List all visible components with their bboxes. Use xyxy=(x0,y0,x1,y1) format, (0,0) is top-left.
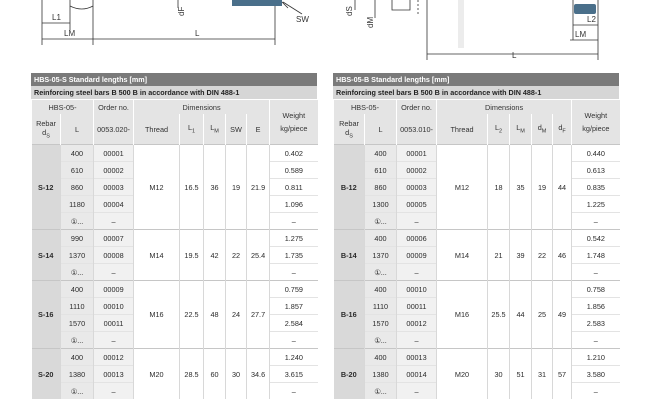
order-number-cell: 00010 xyxy=(397,281,437,298)
length-cell: 1110 xyxy=(365,298,397,315)
thread-cell: M12 xyxy=(437,145,488,230)
length-cell: 400 xyxy=(365,281,397,298)
nut-body xyxy=(232,0,282,6)
dim3-header: $d_M$ xyxy=(532,114,553,145)
table-row xyxy=(32,349,318,366)
label-dm: dM xyxy=(366,16,375,28)
weight-cell: 1.856 xyxy=(572,298,620,315)
bar-section xyxy=(458,0,464,48)
order-number-cell: 00001 xyxy=(94,145,134,162)
order-number-cell: – xyxy=(397,383,437,400)
weight-cell: 1.096 xyxy=(270,196,318,213)
weight-cell: 0.402 xyxy=(270,145,318,162)
dim3-header: SW xyxy=(226,114,247,145)
order-number-cell: 00012 xyxy=(94,349,134,366)
rebar-header: Rebar $d_S$ xyxy=(334,114,365,145)
dimension-cell: 35 xyxy=(510,145,532,230)
order-number-cell: 00003 xyxy=(397,179,437,196)
weight-header: Weight kg/piece xyxy=(572,100,620,145)
table-row xyxy=(32,230,318,247)
length-cell: 860 xyxy=(365,179,397,196)
weight-header: Weight kg/piece xyxy=(270,100,318,145)
order-number-cell: 00014 xyxy=(397,366,437,383)
table-title: HBS-05-B Standard lengths [mm] xyxy=(333,73,619,86)
order-prefix-header: 0053.010- xyxy=(397,114,437,145)
thread-cell: M12 xyxy=(134,145,180,230)
rebar-code-cell: S-12 xyxy=(32,145,61,230)
dimension-cell: 44 xyxy=(510,281,532,349)
dimension-cell: 51 xyxy=(510,349,532,400)
order-number-cell: 00008 xyxy=(94,247,134,264)
length-cell: ①... xyxy=(365,383,397,400)
label-l1: L1 xyxy=(52,13,61,22)
weight-cell: 1.748 xyxy=(572,247,620,264)
order-number-cell: 00002 xyxy=(397,162,437,179)
label-ds: dS xyxy=(345,6,354,16)
order-header: Order no. xyxy=(397,100,437,114)
length-cell: ①... xyxy=(365,332,397,349)
dimension-cell: 19 xyxy=(226,145,247,230)
lengths-table xyxy=(31,100,318,399)
dim2-header: $L_M$ xyxy=(204,114,226,145)
length-cell: 1180 xyxy=(61,196,94,213)
rebar-code-cell: B-16 xyxy=(334,281,365,349)
order-prefix-header: 0053.020- xyxy=(94,114,134,145)
weight-cell: 1.735 xyxy=(270,247,318,264)
weight-cell: 0.440 xyxy=(572,145,620,162)
length-cell: 990 xyxy=(61,230,94,247)
weight-cell: 1.225 xyxy=(572,196,620,213)
length-cell: 1380 xyxy=(365,366,397,383)
order-number-cell: – xyxy=(94,213,134,230)
dimension-cell: 46 xyxy=(553,230,572,281)
dimension-cell: 22 xyxy=(532,230,553,281)
dimension-cell: 49 xyxy=(553,281,572,349)
dimension-cell: 22 xyxy=(226,230,247,281)
table-row xyxy=(334,349,620,366)
dimension-cell: 28.5 xyxy=(180,349,204,400)
order-number-cell: – xyxy=(397,213,437,230)
order-number-cell: – xyxy=(397,264,437,281)
length-cell: 400 xyxy=(61,281,94,298)
thread-cell: M20 xyxy=(437,349,488,400)
weight-cell: 1.210 xyxy=(572,349,620,366)
length-header: L xyxy=(61,114,94,145)
length-cell: 1370 xyxy=(61,247,94,264)
weight-cell: – xyxy=(270,213,318,230)
table-row xyxy=(334,230,620,247)
sleeve-shape xyxy=(70,6,93,9)
weight-cell: 0.542 xyxy=(572,230,620,247)
length-cell: 400 xyxy=(365,349,397,366)
length-cell: ①... xyxy=(61,264,94,281)
table-hbs-05-s xyxy=(31,73,317,399)
length-cell: 610 xyxy=(61,162,94,179)
table-subtitle: Reinforcing steel bars B 500 B in accordance with DIN 488-1 xyxy=(31,86,317,100)
weight-cell: – xyxy=(572,264,620,281)
weight-cell: 0.589 xyxy=(270,162,318,179)
rebar-code-cell: B-12 xyxy=(334,145,365,230)
rebar-code-cell: S-14 xyxy=(32,230,61,281)
weight-cell: 3.580 xyxy=(572,366,620,383)
lengths-table xyxy=(333,100,620,399)
dim4-header: $d_F$ xyxy=(553,114,572,145)
weight-cell: – xyxy=(270,264,318,281)
dimension-cell: 48 xyxy=(204,281,226,349)
rebar-code-cell: B-14 xyxy=(334,230,365,281)
weight-cell: 2.583 xyxy=(572,315,620,332)
weight-cell: 3.615 xyxy=(270,366,318,383)
order-number-cell: 00005 xyxy=(397,196,437,213)
order-number-cell: – xyxy=(94,383,134,400)
table-hbs-05-b xyxy=(333,73,619,399)
label-l: L xyxy=(195,29,200,38)
length-cell: 1570 xyxy=(61,315,94,332)
weight-cell: – xyxy=(270,383,318,400)
dimension-cell: 18 xyxy=(488,145,510,230)
dimension-cell: 16.5 xyxy=(180,145,204,230)
order-number-cell: 00006 xyxy=(397,230,437,247)
thread-cell: M14 xyxy=(134,230,180,281)
weight-cell: 0.759 xyxy=(270,281,318,298)
dimension-cell: 27.7 xyxy=(247,281,270,349)
family-header: HBS-05- xyxy=(32,100,94,114)
dim1-header: $L_2$ xyxy=(488,114,510,145)
dimension-cell: 19.5 xyxy=(180,230,204,281)
dimension-cell: 21.9 xyxy=(247,145,270,230)
weight-cell: 0.613 xyxy=(572,162,620,179)
order-number-cell: 00013 xyxy=(94,366,134,383)
label-l2: L2 xyxy=(587,15,596,24)
sw-leader xyxy=(283,2,302,14)
table-row xyxy=(32,281,318,298)
weight-cell: 1.240 xyxy=(270,349,318,366)
table-row xyxy=(334,281,620,298)
length-cell: 1110 xyxy=(61,298,94,315)
rebar-code-cell: B-20 xyxy=(334,349,365,400)
weight-cell: 0.835 xyxy=(572,179,620,196)
order-number-cell: 00012 xyxy=(397,315,437,332)
weight-cell: – xyxy=(572,332,620,349)
dimension-cell: 25.4 xyxy=(247,230,270,281)
order-number-cell: 00013 xyxy=(397,349,437,366)
table-row xyxy=(32,145,318,162)
dimension-cell: 24 xyxy=(226,281,247,349)
rebar-code-cell: S-20 xyxy=(32,349,61,400)
order-number-cell: – xyxy=(397,332,437,349)
length-cell: 400 xyxy=(61,349,94,366)
order-number-cell: – xyxy=(94,332,134,349)
dimension-cell: 25.5 xyxy=(488,281,510,349)
length-cell: ①... xyxy=(61,383,94,400)
thread-cell: M14 xyxy=(437,230,488,281)
label-l-right: L xyxy=(512,51,517,60)
label-sw: SW xyxy=(296,15,309,24)
length-cell: 400 xyxy=(365,145,397,162)
dimensions-header: Dimensions xyxy=(134,100,270,114)
length-cell: ①... xyxy=(365,213,397,230)
order-number-cell: 00003 xyxy=(94,179,134,196)
dimension-cell: 21 xyxy=(488,230,510,281)
table-row xyxy=(334,145,620,162)
length-cell: 610 xyxy=(365,162,397,179)
weight-cell: 1.275 xyxy=(270,230,318,247)
weight-cell: 0.811 xyxy=(270,179,318,196)
dimension-cell: 39 xyxy=(510,230,532,281)
dimension-cell: 25 xyxy=(532,281,553,349)
length-cell: 1380 xyxy=(61,366,94,383)
order-number-cell: 00011 xyxy=(94,315,134,332)
sleeve-shape xyxy=(392,0,410,10)
dimension-cell: 36 xyxy=(204,145,226,230)
thread-header: Thread xyxy=(134,114,180,145)
dimension-cell: 57 xyxy=(553,349,572,400)
order-number-cell: 00004 xyxy=(94,196,134,213)
weight-cell: – xyxy=(572,213,620,230)
order-header: Order no. xyxy=(94,100,134,114)
family-header: HBS-05- xyxy=(334,100,397,114)
nut-body-right xyxy=(574,4,596,14)
length-cell: 400 xyxy=(365,230,397,247)
weight-cell: 1.857 xyxy=(270,298,318,315)
order-number-cell: 00007 xyxy=(94,230,134,247)
length-cell: 1370 xyxy=(365,247,397,264)
dimension-cell: 42 xyxy=(204,230,226,281)
thread-header: Thread xyxy=(437,114,488,145)
label-lm-right: LM xyxy=(575,30,587,39)
thread-cell: M20 xyxy=(134,349,180,400)
thread-cell: M16 xyxy=(134,281,180,349)
dimension-cell: 19 xyxy=(532,145,553,230)
order-number-cell: – xyxy=(94,264,134,281)
length-cell: 860 xyxy=(61,179,94,196)
length-header: L xyxy=(365,114,397,145)
weight-cell: – xyxy=(572,383,620,400)
length-cell: ①... xyxy=(365,264,397,281)
dimension-cell: 60 xyxy=(204,349,226,400)
length-cell: 1300 xyxy=(365,196,397,213)
label-lm: LM xyxy=(64,29,76,38)
weight-cell: – xyxy=(270,332,318,349)
rebar-code-cell: S-16 xyxy=(32,281,61,349)
order-number-cell: 00009 xyxy=(397,247,437,264)
dimension-cell: 31 xyxy=(532,349,553,400)
dimension-cell: 22.5 xyxy=(180,281,204,349)
rebar-header: Rebar $d_S$ xyxy=(32,114,61,145)
dimensions-header: Dimensions xyxy=(437,100,572,114)
order-number-cell: 00001 xyxy=(397,145,437,162)
thread-cell: M16 xyxy=(437,281,488,349)
dimension-cell: 30 xyxy=(226,349,247,400)
table-title: HBS-05-S Standard lengths [mm] xyxy=(31,73,317,86)
weight-cell: 0.758 xyxy=(572,281,620,298)
length-cell: ①... xyxy=(61,213,94,230)
length-cell: 400 xyxy=(61,145,94,162)
dimension-cell: 34.6 xyxy=(247,349,270,400)
length-cell: ①... xyxy=(61,332,94,349)
order-number-cell: 00011 xyxy=(397,298,437,315)
order-number-cell: 00009 xyxy=(94,281,134,298)
dimension-cell: 30 xyxy=(488,349,510,400)
table-subtitle: Reinforcing steel bars B 500 B in accordance with DIN 488-1 xyxy=(333,86,619,100)
dim2-header: $L_M$ xyxy=(510,114,532,145)
technical-drawing xyxy=(0,0,650,72)
order-number-cell: 00002 xyxy=(94,162,134,179)
label-df: dF xyxy=(177,6,186,16)
dim1-header: $L_1$ xyxy=(180,114,204,145)
dimension-cell: 44 xyxy=(553,145,572,230)
weight-cell: 2.584 xyxy=(270,315,318,332)
dim4-header: E xyxy=(247,114,270,145)
order-number-cell: 00010 xyxy=(94,298,134,315)
length-cell: 1570 xyxy=(365,315,397,332)
